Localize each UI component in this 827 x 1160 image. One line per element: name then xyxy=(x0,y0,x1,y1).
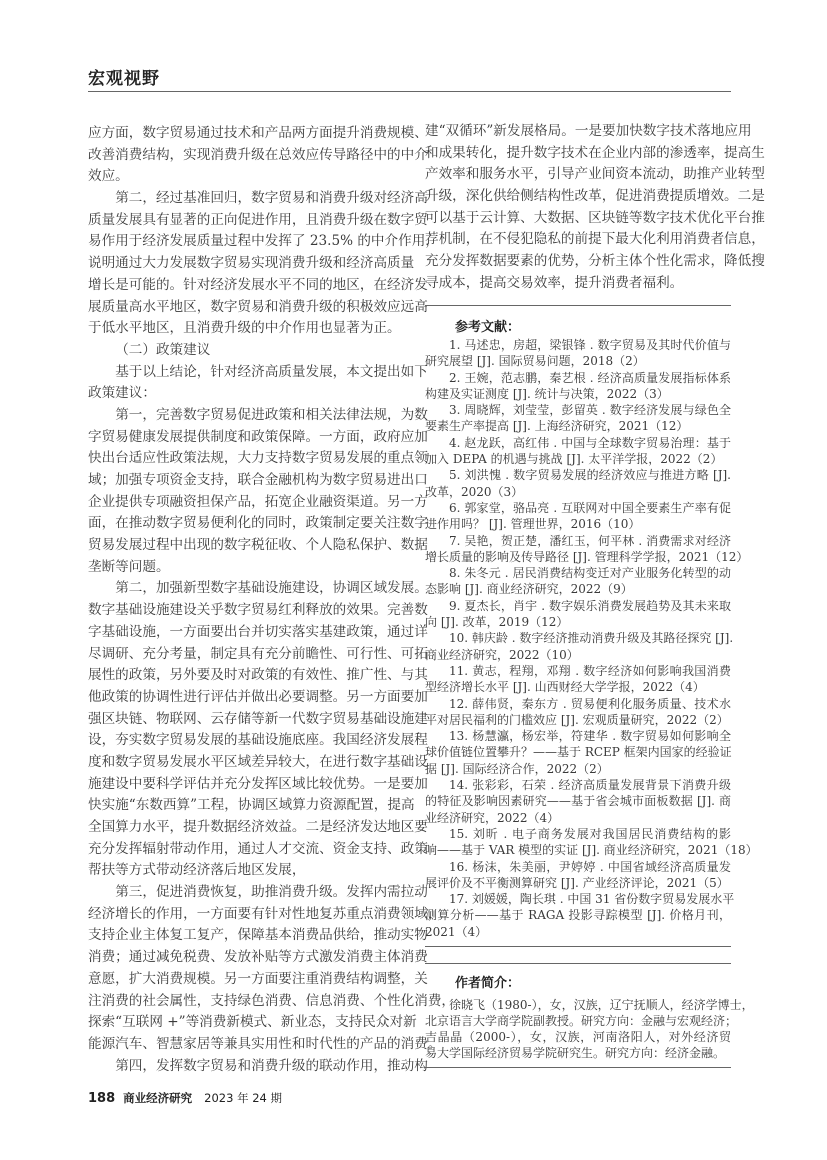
text-line: 经济增长的作用，一方面要有针对性地复苏重点消费领域， xyxy=(88,905,442,922)
text-line: 3. 周晓辉，刘莹莹，彭留英 . 数字经济发展与绿色全 xyxy=(449,403,731,418)
text-line: 说明通过大力发展数字贸易实现消费升级和经济高质量 xyxy=(88,255,415,272)
text-line: 能源汽车、智慧家居等兼具实用性和时代性的产品的消费。 xyxy=(88,1035,442,1052)
text-line: 改善消费结构，实现消费升级在总效应传导路径中的中介 xyxy=(88,146,428,163)
page-number: 188 xyxy=(88,1091,116,1106)
author-bottom-rule xyxy=(425,1067,731,1068)
text-line: 的特征及影响因素研究——基于省会城市面板数据 [J]. 商 xyxy=(425,794,731,809)
author-top-rule xyxy=(425,963,731,964)
text-line: 改革，2020（3） xyxy=(425,484,524,499)
text-line: 徐晓飞（1980-），女，汉族，辽宁抚顺人，经济学博士， xyxy=(449,998,754,1012)
text-line: 建“双循环”新发展格局。一是要加快数字技术落地应用 xyxy=(425,123,752,139)
text-line: 产效率和服务水平，引导产业间资本流动，助推产业转型 xyxy=(425,166,765,183)
text-line: 13. 杨慧瀛，杨宏举，符建华 . 数字贸易如何影响全 xyxy=(449,729,731,744)
journal-name: 商业经济研究 xyxy=(123,1091,193,1105)
text-line: 17. 刘媛媛，陶长琪 . 中国 31 省份数字贸易发展水平 xyxy=(449,892,735,907)
text-line: 14. 张彩彩，石荣 . 经济高质量发展背景下消费升级 xyxy=(449,778,731,793)
text-line: 域；加强专项资金支持，联合金融机构为数字贸易进出口 xyxy=(88,472,428,488)
section-title: 宏观视野 xyxy=(88,69,160,89)
text-line: 快实施“东数西算”工程，协调区域算力资源配置，提高 xyxy=(88,797,415,814)
text-line: 1. 马述忠，房超，梁银锋 . 数字贸易及其时代价值与 xyxy=(449,338,731,352)
text-line: 业经济研究，2022（4） xyxy=(425,810,560,825)
text-line: 15. 刘昕 . 电子商务发展对我国居民消费结构的影 xyxy=(449,826,731,841)
text-line: 平对居民福利的门槛效应 [J]. 宏观质量研究，2022（2） xyxy=(425,712,729,727)
text-line: 展评价及不平衡测算研究 [J]. 产业经济评论，2021（5） xyxy=(425,875,729,890)
text-line: 进作用吗？ [J]. 管理世界，2016（10） xyxy=(425,517,641,532)
text-line: 字贸易健康发展提供制度和政策保障。一方面，政府应加 xyxy=(88,428,428,445)
text-line: 注消费的社会属性，支持绿色消费、信息消费、个性化消费， xyxy=(88,992,456,1009)
text-line: （二）政策建议 xyxy=(115,341,211,358)
text-line: 球价值链位置攀升？——基于 RCEP 框架内国家的经验证 xyxy=(425,745,732,760)
text-line: 型经济增长水平 [J]. 山西财经大学学报，2022（4） xyxy=(425,680,705,695)
text-line: 消费；通过减免税费、发放补贴等方式激发消费主体消费 xyxy=(88,949,428,966)
references-heading: 参考文献： xyxy=(455,320,521,335)
text-line: 第一，完善数字贸易促进政策和相关法律法规，为数 xyxy=(115,406,428,423)
text-line: 面，在推动数字贸易便利化的同时，政策制定要关注数字 xyxy=(88,515,428,532)
text-line: 2021（4） xyxy=(425,924,488,939)
left-column xyxy=(88,123,456,1077)
text-line: 荐机制，在不侵犯隐私的前提下最大化利用消费者信息， xyxy=(425,231,765,248)
header-rule xyxy=(88,91,731,92)
text-line: 数字基础设施建设关乎数字贸易红利释放的效果。完善数 xyxy=(88,602,428,619)
text-line: 第四，发挥数字贸易和消费升级的联动作用，推动构 xyxy=(115,1057,428,1074)
text-line: 全国算力水平，提升数据经济效益。二是经济发达地区要 xyxy=(88,819,428,835)
text-line: 支持企业主体复工复产，保障基本消费品供给，推动实物 xyxy=(88,927,428,944)
text-line: 易大学国际经济贸易学院研究生。研究方向：经济金融。 xyxy=(425,1046,726,1060)
text-line: 应方面，数字贸易通过技术和产品两方面提升消费规模、 xyxy=(88,125,428,141)
text-line: 政策建议： xyxy=(88,385,156,402)
text-line: 企业提供专项融资担保产品，拓宽企业融资渠道。另一方 xyxy=(88,493,428,510)
text-line: 增长质量的影响及传导路径 [J]. 管理科学学报，2021（12） xyxy=(425,549,749,564)
text-line: 研究展望 [J]. 国际贸易问题，2018（2） xyxy=(425,354,645,369)
text-line: 帮扶等方式带动经济落后地区发展， xyxy=(88,862,306,879)
text-line: 尽调研、充分考量，制定具有充分前瞻性、可行性、可拓 xyxy=(88,645,428,662)
text-line: 质量发展具有显著的正向促进作用，且消费升级在数字贸 xyxy=(88,211,428,228)
text-line: 探索“互联网 +”等消费新模式、新业态，支持民众对新 xyxy=(88,1014,417,1031)
text-line: 充分发挥数据要素的优势，分析主体个性化需求，降低搜 xyxy=(425,253,765,270)
text-line: 4. 赵龙跃，高红伟 . 中国与全球数字贸易治理：基于 xyxy=(449,435,731,450)
text-line: 设，夯实数字贸易发展的基础设施底座。我国经济发展程 xyxy=(88,732,428,749)
text-line: 展性的政策，另外要及时对政策的有效性、推广性、与其 xyxy=(88,667,428,684)
text-line: 6. 郭家堂，骆品亮 . 互联网对中国全要素生产率有促 xyxy=(449,500,731,515)
text-line: 第二，加强新型数字基础设施建设，协调区域发展。 xyxy=(115,580,428,597)
text-line: 快出台适应性政策法规，大力支持数字贸易发展的重点领 xyxy=(88,450,428,467)
right-column xyxy=(425,121,765,295)
text-line: 16. 杨沫，朱美丽，尹婷婷 . 中国省域经济高质量发 xyxy=(449,859,731,874)
text-line: 7. 吴艳，贺正楚，潘红玉，何平林 . 消费需求对经济 xyxy=(449,533,731,548)
text-line: 第三，促进消费恢复，助推消费升级。发挥内需拉动 xyxy=(115,884,428,901)
text-line: 贸易发展过程中出现的数字税征收、个人隐私保护、数据 xyxy=(88,537,428,554)
text-line: 于低水平地区，且消费升级的中介作用也显著为正。 xyxy=(88,320,401,337)
text-line: 度和数字贸易发展水平区域差异较大，在进行数字基础设 xyxy=(88,753,428,770)
text-line: 8. 朱冬元 . 居民消费结构变迁对产业服务化转型的动 xyxy=(449,566,731,581)
text-line: 和成果转化，提升数字技术在企业内部的渗透率，提高生 xyxy=(425,144,765,161)
text-line: 吉晶晶（2000-），女，汉族，河南洛阳人，对外经济贸 xyxy=(425,1030,731,1044)
text-line: 加入 DEPA 的机遇与挑战 [J]. 太平洋学报，2022（2） xyxy=(425,452,723,467)
text-line: 可以基于云计算、大数据、区块链等数字技术优化平台推 xyxy=(425,209,765,226)
text-line: 寻成本，提高交易效率，提升消费者福利。 xyxy=(425,274,684,291)
journal-issue: 2023 年 24 期 xyxy=(204,1091,283,1105)
author-bio-heading: 作者简介： xyxy=(455,976,521,991)
text-line: 商业经济研究，2022（10） xyxy=(425,647,579,662)
text-line: 字基础设施，一方面要出台并切实落实基建政策，通过详 xyxy=(88,623,428,640)
text-line: 12. 薛伟贤，秦东方 . 贸易便利化服务质量、技术水 xyxy=(449,696,731,711)
text-line: 升级，深化供给侧结构性改革，促进消费提质增效。二是 xyxy=(425,188,765,205)
text-line: 意愿，扩大消费规模。另一方面要注重消费结构调整，关 xyxy=(88,970,428,987)
text-line: 5. 刘洪愧 . 数字贸易发展的经济效应与推进方略 [J]. xyxy=(449,468,731,483)
references-list xyxy=(425,337,758,940)
text-line: 2. 王婉，范志鹏，秦艺根 . 经济高质量发展指标体系 xyxy=(449,370,731,385)
text-line: 易作用于经济发展质量过程中发挥了 23.5% 的中介作用， xyxy=(88,233,439,250)
text-line: 态影响 [J]. 商业经济研究，2022（9） xyxy=(425,582,633,597)
references-bottom-rule xyxy=(425,946,731,947)
text-line: 效应。 xyxy=(88,168,129,185)
text-line: 展质量高水平地区，数字贸易和消费升级的积极效应远高 xyxy=(88,298,428,315)
text-line: 北京语言大学商学院副教授。研究方向：金融与宏观经济； xyxy=(425,1014,738,1028)
text-line: 向 [J]. 改革，2019（12） xyxy=(425,615,569,630)
text-line: 11. 黄志，程翔，邓翔 . 数字经济如何影响我国消费 xyxy=(449,663,731,678)
page-footer xyxy=(88,1090,282,1106)
text-line: 构建及实证测度 [J]. 统计与决策，2022（3） xyxy=(425,386,669,401)
text-line: 充分发挥辐射带动作用，通过人才交流、资金支持、政策 xyxy=(88,840,428,857)
references-top-rule xyxy=(425,305,731,306)
text-line: 9. 夏杰长，肖宇 . 数字娱乐消费发展趋势及其未来取 xyxy=(449,598,731,613)
text-line: 响——基于 VAR 模型的实证 [J]. 商业经济研究，2021（18） xyxy=(425,843,758,858)
text-line: 要素生产率提高 [J]. 上海经济研究，2021（12） xyxy=(425,419,689,434)
text-line: 基于以上结论，针对经济高质量发展，本文提出如下 xyxy=(115,363,428,380)
text-line: 增长是可能的。针对经济发展水平不同的地区，在经济发 xyxy=(88,276,428,293)
text-line: 据 [J]. 国际经济合作，2022（2） xyxy=(425,761,609,776)
text-line: 10. 韩庆龄 . 数字经济推动消费升级及其路径探究 [J]. xyxy=(449,631,734,646)
text-line: 第二，经过基准回归，数字贸易和消费升级对经济高 xyxy=(115,190,428,207)
text-line: 垄断等问题。 xyxy=(88,558,170,575)
text-line: 他政策的协调性进行评估并做出必要调整。另一方面要加 xyxy=(88,688,428,705)
author-bio-text xyxy=(425,997,754,1061)
text-line: 强区块链、物联网、云存储等新一代数字贸易基础设施建 xyxy=(88,710,428,727)
text-line: 施建设中要科学评估并充分发挥区域比较优势。一是要加 xyxy=(88,775,428,792)
text-line: 测算分析——基于 RAGA 投影寻踪模型 [J]. 价格月刊， xyxy=(425,908,731,923)
